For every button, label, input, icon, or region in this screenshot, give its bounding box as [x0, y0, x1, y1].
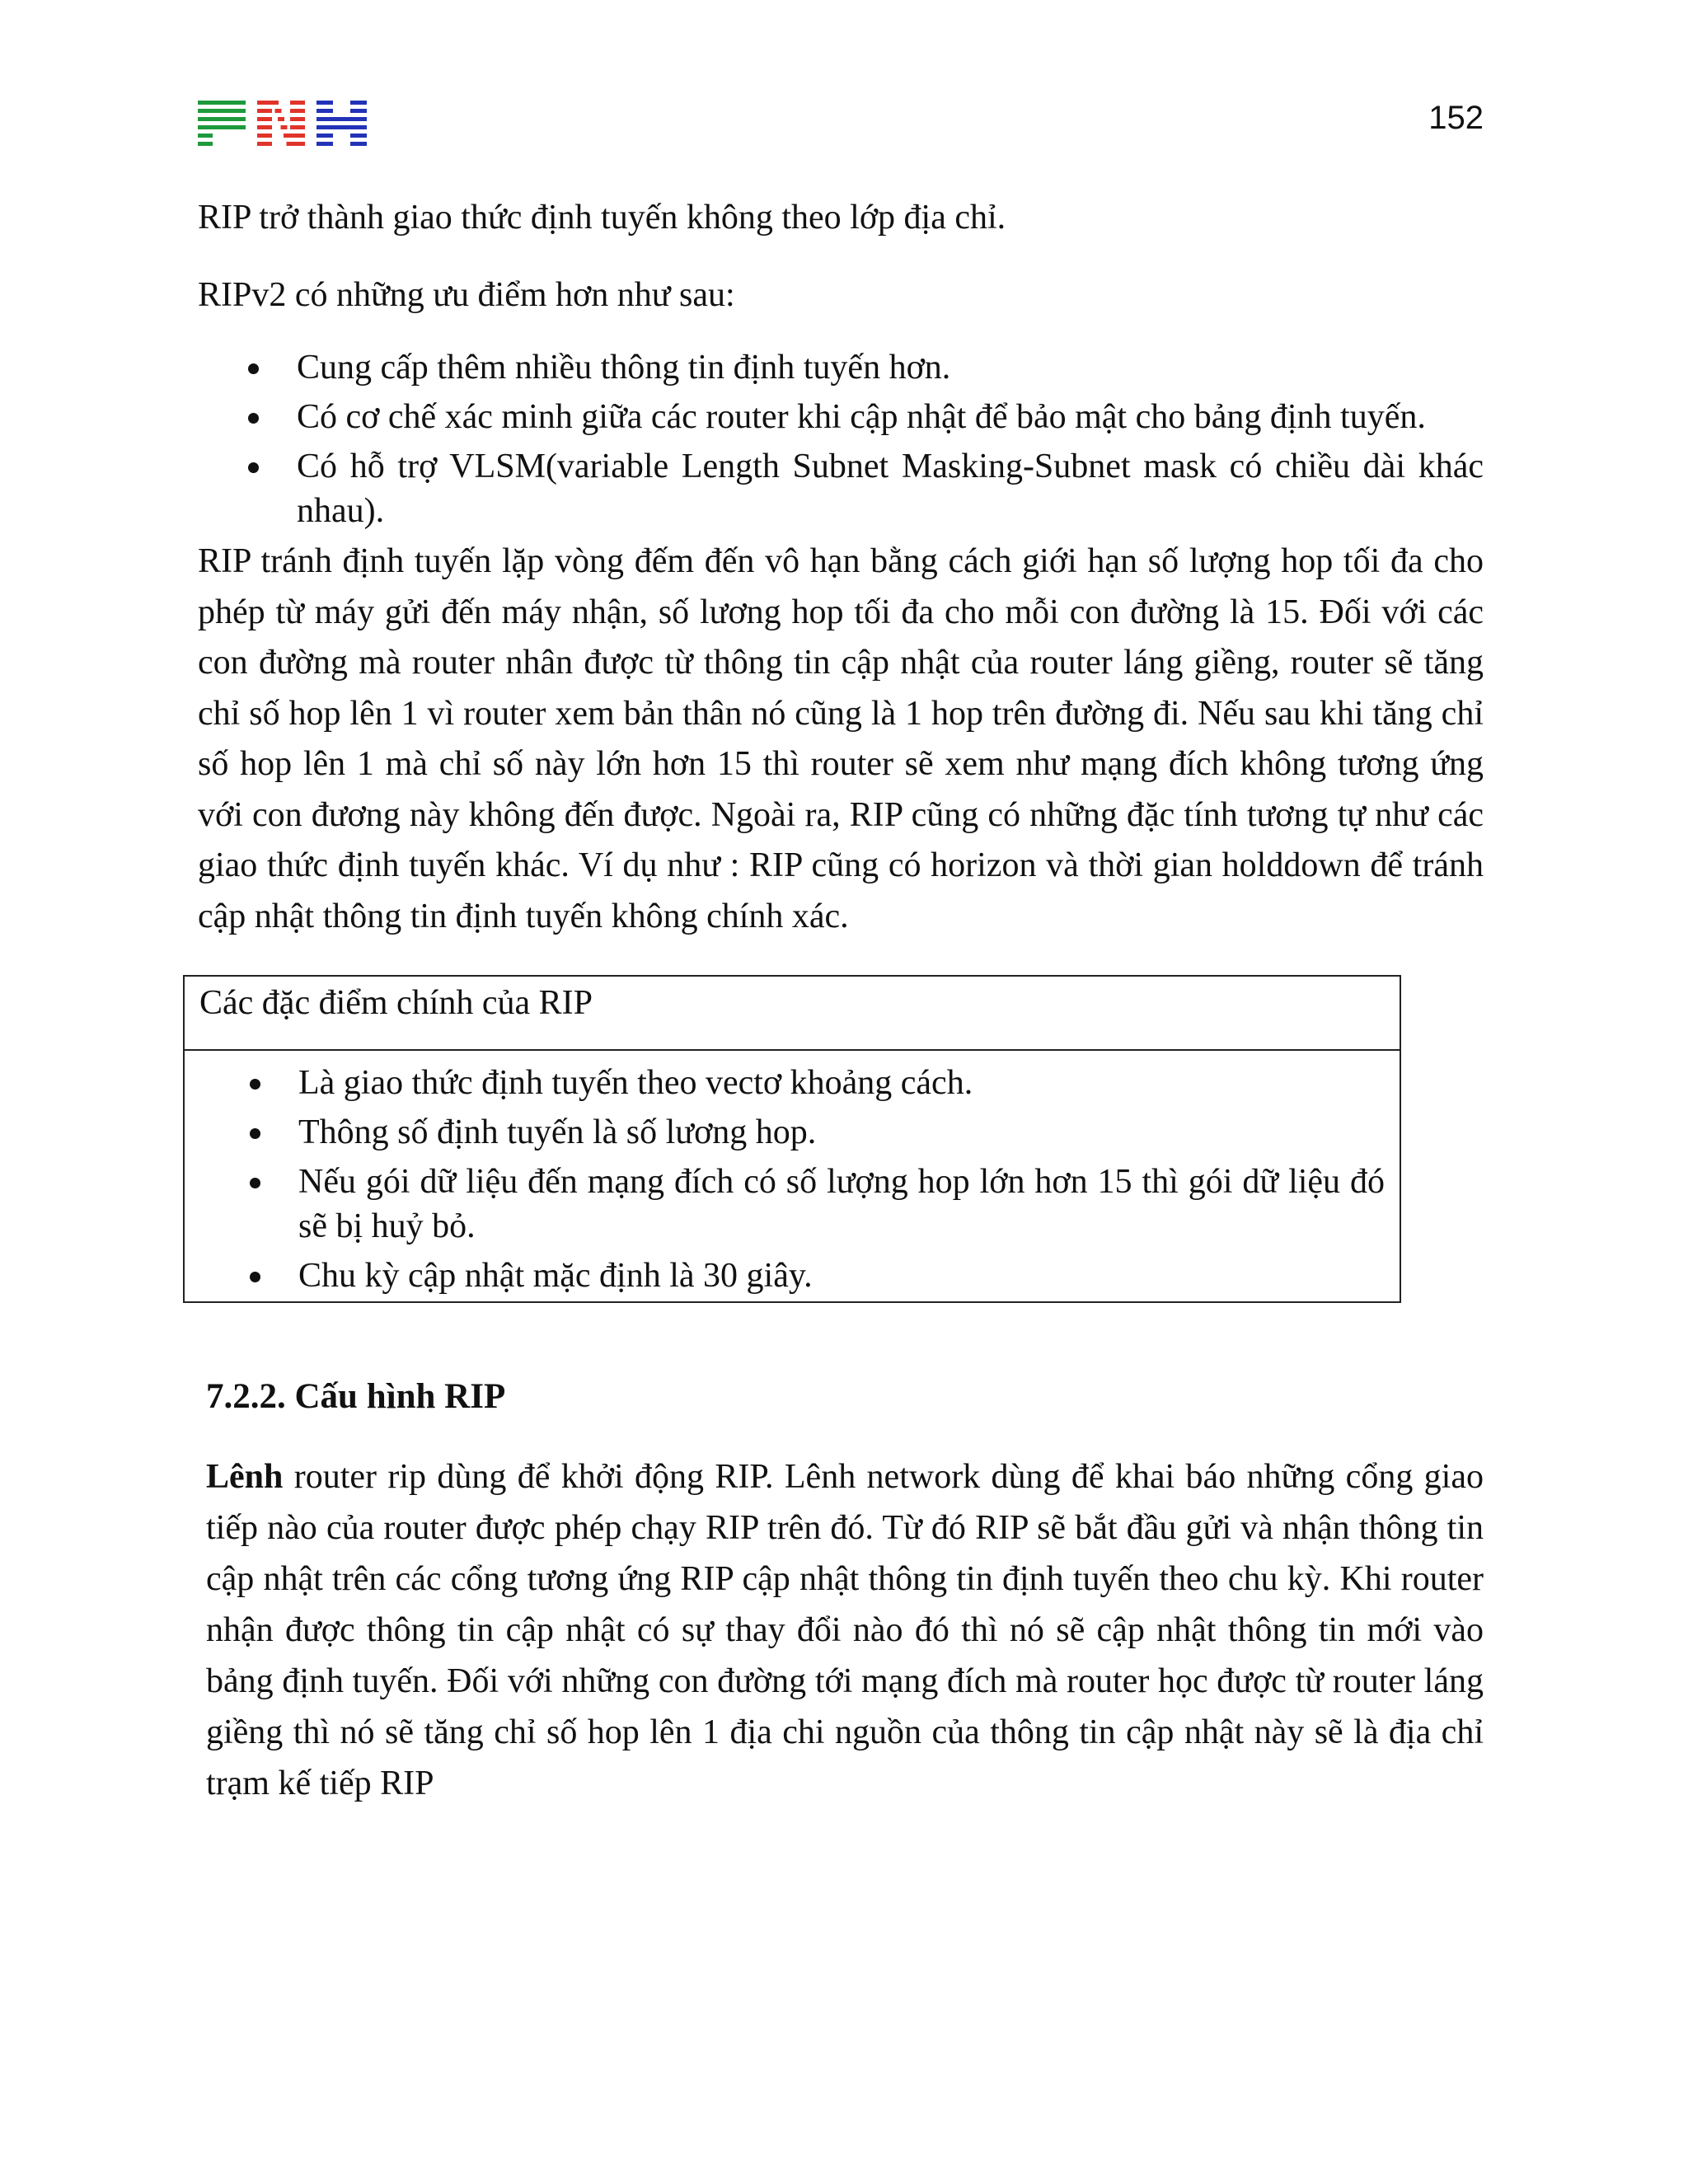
section-heading: 7.2.2. Cấu hình RIP — [206, 1377, 506, 1416]
logo-stripe — [284, 134, 290, 138]
page-number: 152 — [1428, 100, 1484, 136]
logo-stripe — [257, 125, 272, 129]
pnh-logo — [198, 101, 367, 150]
list-item — [199, 1160, 1385, 1249]
bullet-icon — [250, 1128, 260, 1139]
list-item — [199, 1254, 1385, 1298]
logo-letter-p — [198, 101, 246, 146]
logo-stripe — [287, 142, 293, 146]
logo-stripe — [316, 101, 333, 105]
ripv2-advantages-list — [198, 345, 1484, 533]
logo-stripe — [198, 117, 246, 121]
features-box-title: Các đặc điểm chính của RIP — [185, 977, 1400, 1051]
logo-stripe — [350, 109, 367, 113]
bullet-icon — [250, 1178, 260, 1188]
bullet-icon — [248, 413, 259, 424]
logo-stripe — [350, 134, 367, 138]
logo-stripe — [350, 142, 367, 146]
list-item-text: Có cơ chế xác minh giữa các router khi cập nhật để bảo mật cho bảng định tuyến. — [297, 398, 1426, 436]
list-item — [199, 1110, 1385, 1155]
intro-line: RIP trở thành giao thức định tuyến không theo lớp địa chỉ. — [198, 199, 1006, 237]
rip-config-paragraph — [206, 1451, 1484, 1809]
list-item-text: Cung cấp thêm nhiều thông tin định tuyến hơn. — [297, 349, 951, 387]
rip-features-list — [199, 1061, 1385, 1298]
logo-stripe — [290, 101, 305, 105]
logo-stripe — [198, 142, 213, 146]
loop-prevention-paragraph: RIP tránh định tuyến lặp vòng đếm đến vô hạn bằng cách giới hạn số lượng hop tối đa cho phép từ máy gửi đến máy nhận, số lương hop tối đa cho mỗi con đường là 15. Đối với các con đường mà router nhân được từ thông tin cập nhật của router láng giềng, router sẽ tăng chỉ số hop lên 1 vì router xem bản thân nó cũng là 1 hop trên đường đi. Nếu sau khi tăng chỉ số hop lên 1 mà chỉ số này lớn hơn 15 thì router sẽ xem như mạng đích không tương ứng với con đương này không đến được. Ngoài ra, RIP cũng có những đặc tính tương tự như các giao thức định tuyến khác. Ví dụ như : RIP cũng có horizon và thời gian holddown để tránh cập nhật thông tin định tuyến không chính xác. — [198, 542, 1484, 935]
logo-stripe — [198, 109, 246, 113]
page-content — [198, 193, 1484, 1809]
logo-stripe — [350, 101, 367, 105]
logo-stripe — [290, 134, 305, 138]
logo-stripe — [281, 125, 288, 129]
list-item-text: Có hỗ trợ VLSM(variable Length Subnet Masking-Subnet mask có chiều dài khác nhau). — [297, 448, 1484, 530]
logo-stripe — [316, 117, 367, 121]
logo-stripe — [272, 101, 279, 105]
bullet-icon — [250, 1079, 260, 1090]
logo-stripe — [257, 142, 272, 146]
page-header — [198, 97, 1484, 155]
list-item — [198, 345, 1484, 390]
logo-stripe — [198, 134, 213, 138]
logo-letter-n — [257, 101, 305, 146]
rip-features-box — [183, 975, 1401, 1303]
list-item-text: Chu kỳ cập nhật mặc định là 30 giây. — [298, 1257, 813, 1295]
bullet-icon — [250, 1272, 260, 1282]
list-item — [198, 395, 1484, 439]
logo-stripe — [198, 101, 246, 105]
logo-stripe — [316, 134, 333, 138]
logo-stripe — [316, 125, 367, 129]
logo-letter-h — [316, 101, 367, 146]
config-paragraph-text: router rip dùng để khởi động RIP. Lênh network dùng để khai báo những cổng giao tiếp nào của router được phép chạy RIP trên đó. Từ đó RIP sẽ bắt đầu gửi và nhận thông tin cập nhật trên các cổng tương ứng RIP cập nhật thông tin định tuyến theo chu kỳ. Khi router nhận được thông tin cập nhật có sự thay đổi nào đó thì nó sẽ cập nhật thông tin mới vào bảng định tuyến. Đối với những con đường tới mạng đích mà router học được từ router láng giềng thì nó sẽ tăng chỉ số hop lên 1 địa chi nguồn của thông tin cập nhật này sẽ là địa chỉ trạm kế tiếp RIP — [206, 1458, 1484, 1802]
list-item — [199, 1061, 1385, 1105]
logo-stripe — [257, 117, 272, 121]
logo-stripe — [290, 125, 305, 129]
logo-stripe — [290, 109, 305, 113]
bullet-icon — [248, 363, 259, 374]
logo-stripe — [257, 109, 272, 113]
logo-stripe — [316, 142, 333, 146]
ripv2-intro: RIPv2 có những ưu điểm hơn như sau: — [198, 275, 735, 314]
list-item-text: Nếu gói dữ liệu đến mạng đích có số lượng hop lớn hơn 15 thì gói dữ liệu đó sẽ bị huỷ bỏ. — [298, 1163, 1385, 1245]
logo-stripe — [257, 134, 272, 138]
bullet-icon — [248, 462, 259, 473]
list-item — [198, 444, 1484, 533]
list-item-text: Là giao thức định tuyến theo vectơ khoảng cách. — [298, 1064, 973, 1102]
config-lead-word: Lênh — [206, 1458, 284, 1496]
logo-stripe — [198, 125, 246, 129]
logo-stripe — [290, 117, 305, 121]
features-box-body — [185, 1051, 1400, 1301]
logo-stripe — [257, 101, 272, 105]
logo-stripe — [316, 109, 333, 113]
logo-stripe — [278, 117, 284, 121]
list-item-text: Thông số định tuyến là số lương hop. — [298, 1113, 817, 1151]
logo-stripe — [275, 109, 282, 113]
